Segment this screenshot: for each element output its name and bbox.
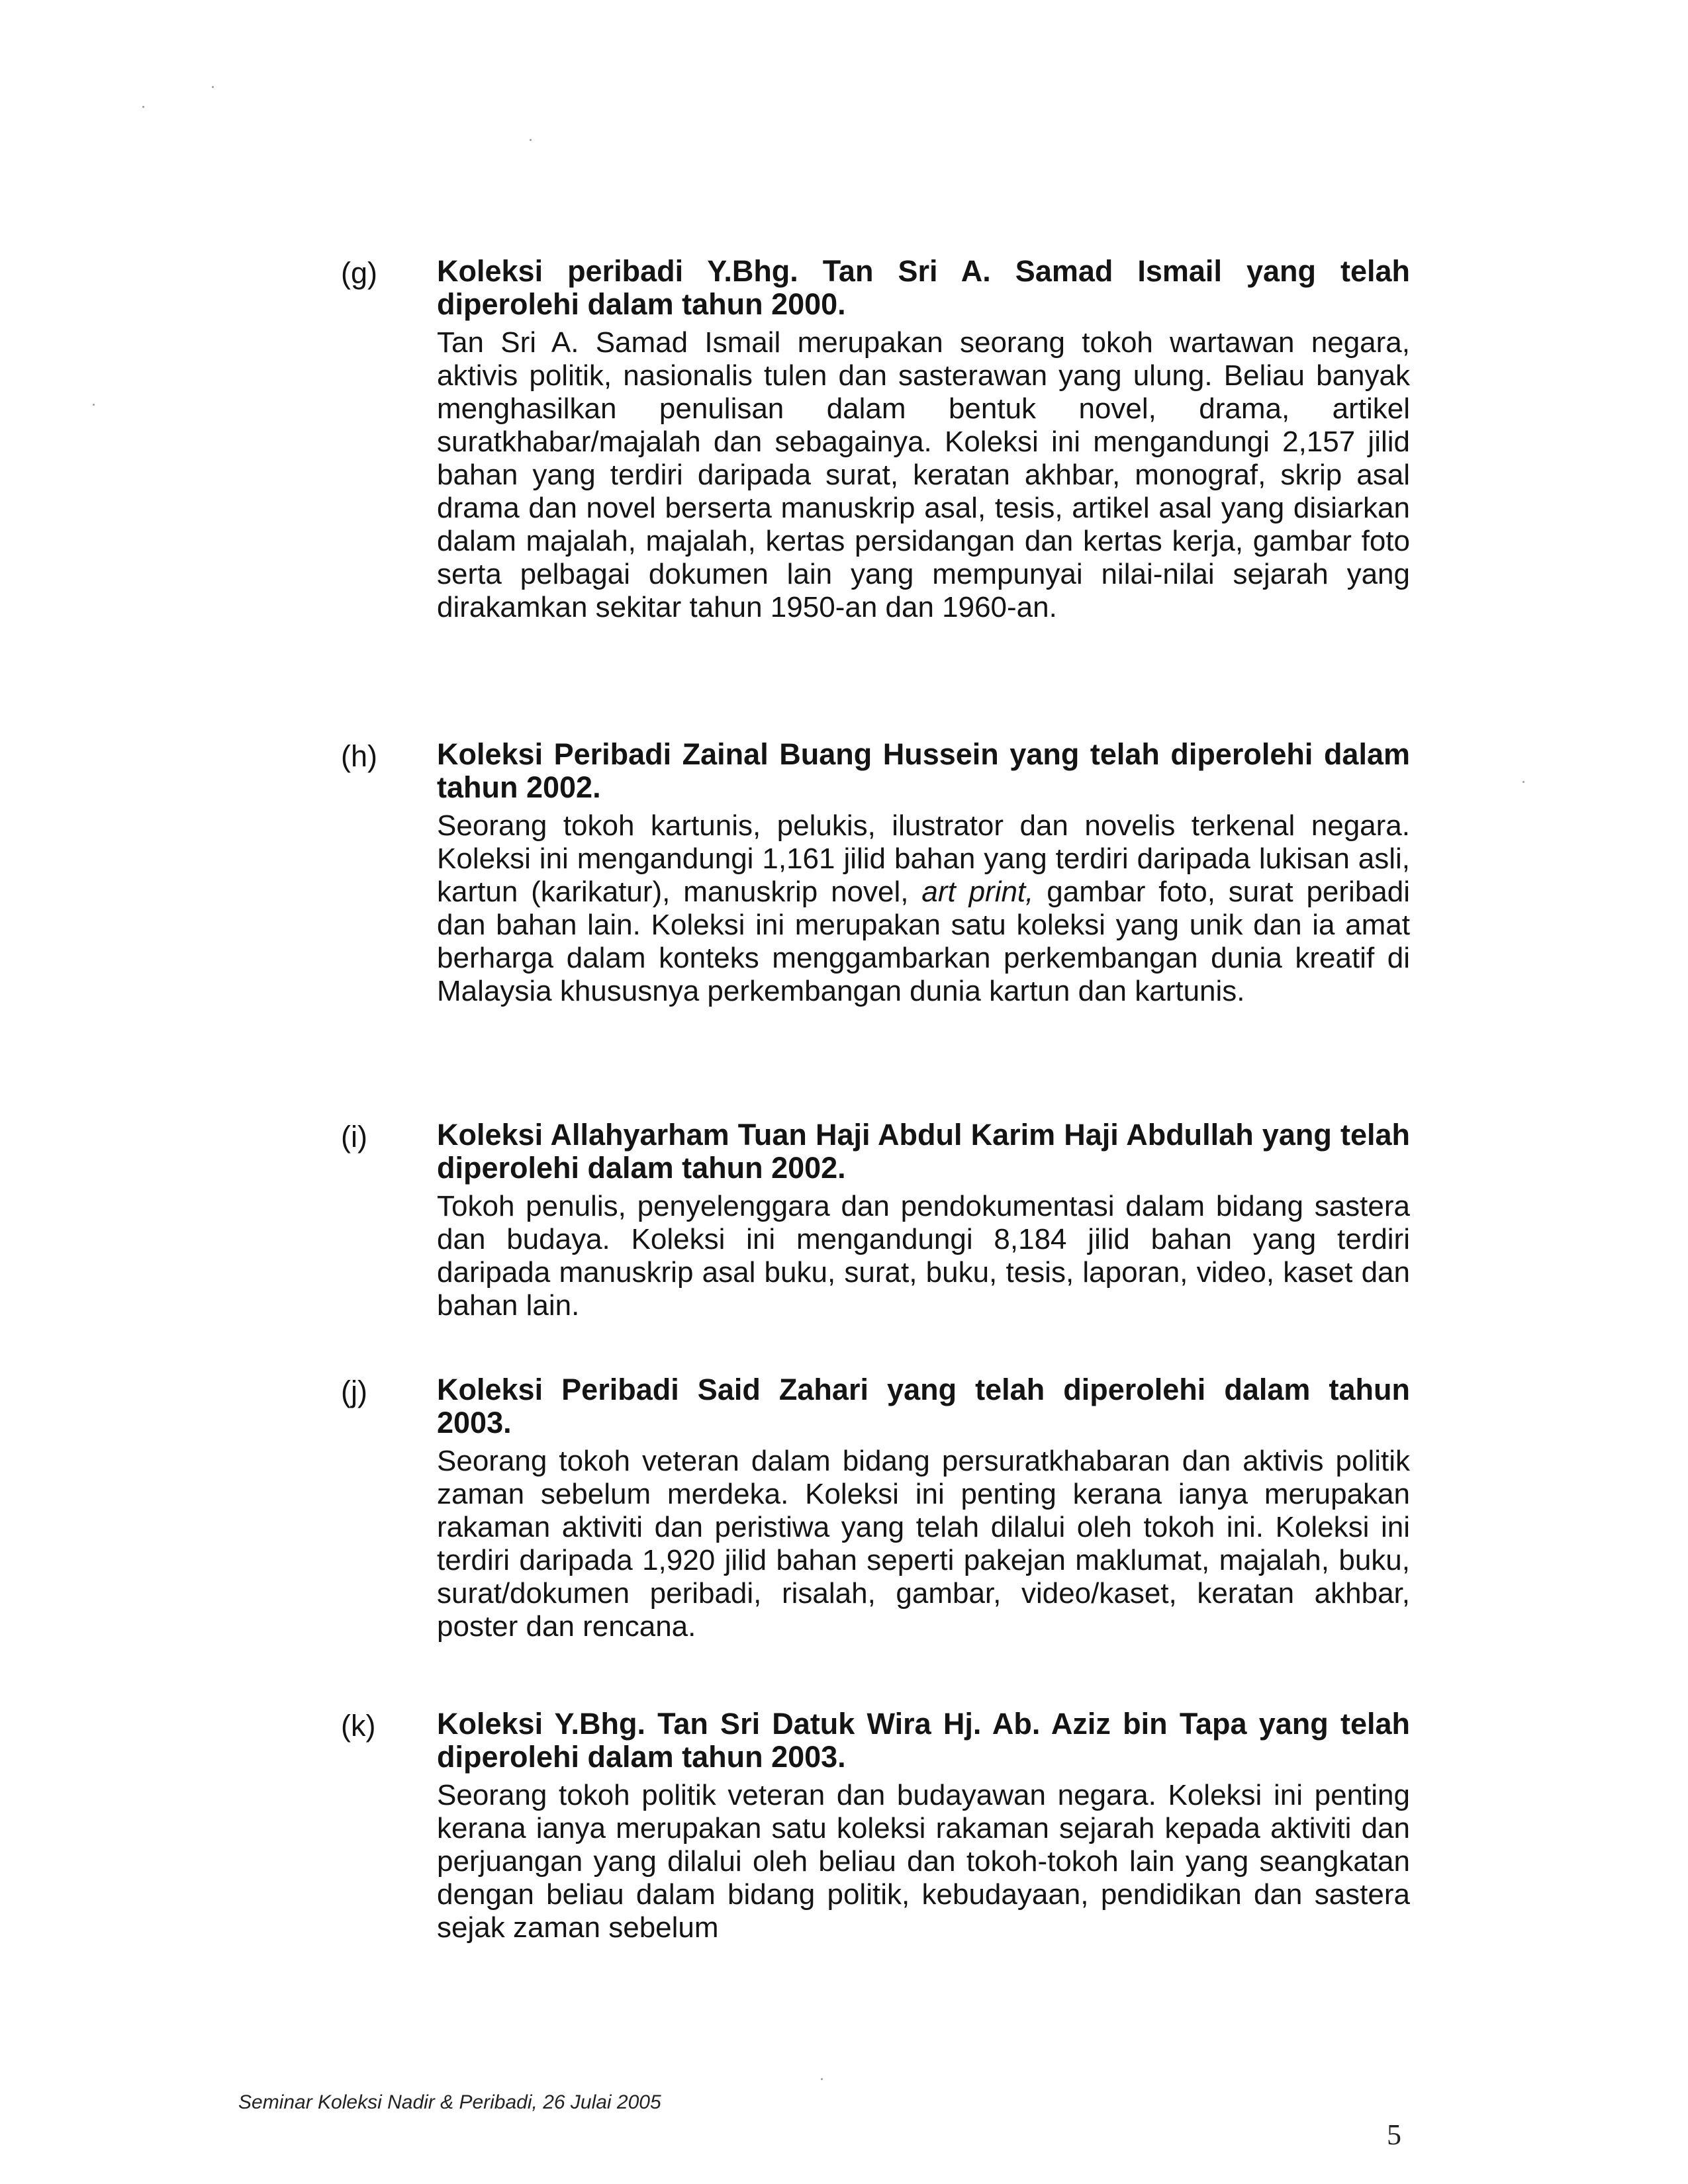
item-heading: Koleksi Peribadi Zainal Buang Hussein yang telah diperolehi dalam tahun 2002. xyxy=(437,737,1410,804)
scan-speck xyxy=(530,139,532,141)
page-number: 5 xyxy=(1387,2118,1401,2151)
footer-event: Seminar Koleksi Nadir & Peribadi, 26 Julai 2005 xyxy=(238,2091,661,2113)
item-content xyxy=(437,1118,1410,1322)
item-marker: (g) xyxy=(341,256,377,290)
item-marker: (i) xyxy=(341,1120,367,1154)
item-body xyxy=(437,809,1410,1008)
scan-speck xyxy=(142,106,144,108)
item-heading: Koleksi peribadi Y.Bhg. Tan Sri A. Samad Ismail yang telah diperolehi dalam tahun 2000. xyxy=(437,254,1410,321)
item-body-text: gambar foto, surat peribadi dan bahan lain. Koleksi ini merupakan satu koleksi yang unik dan ia amat berharga dalam konteks menggambarkan perkembangan dunia kreatif di Malaysia khususnya perkembangan dunia kartun dan kartunis. xyxy=(437,876,1411,1007)
item-heading: Koleksi Allahyarham Tuan Haji Abdul Karim Haji Abdullah yang telah diperolehi dalam tahun 2002. xyxy=(437,1118,1410,1185)
item-body-text: Seorang tokoh kartunis, pelukis, ilustrator dan novelis terkenal negara. Koleksi ini mengandungi 1,161 jilid bahan yang terdiri daripada lukisan asli, kartun (karikatur), manuskrip novel, xyxy=(437,809,1410,908)
item-heading: Koleksi Peribadi Said Zahari yang telah diperolehi dalam tahun 2003. xyxy=(437,1373,1410,1439)
item-marker: (j) xyxy=(341,1375,367,1408)
item-content xyxy=(437,1707,1410,1944)
item-content xyxy=(437,1373,1410,1643)
item-body: Seorang tokoh politik veteran dan budayawan negara. Koleksi ini penting kerana ianya merupakan satu koleksi rakaman sejarah kepada aktiviti dan perjuangan yang dilalui oleh beliau dan tokoh-tokoh lain yang seangkatan dengan beliau dalam bidang politik, kebudayaan, pendidikan dan sastera sejak zaman sebelum xyxy=(437,1779,1410,1944)
item-body: Tan Sri A. Samad Ismail merupakan seorang tokoh wartawan negara, aktivis politik, nasionalis tulen dan sasterawan yang ulung. Beliau banyak menghasilkan penulisan dalam bentuk novel, drama, artikel suratkhabar/majalah dan sebagainya. Koleksi ini mengandungi 2,157 jilid bahan yang terdiri daripada surat, keratan akhbar, monograf, skrip asal drama dan novel berserta manuskrip asal, tesis, artikel asal yang disiarkan dalam majalah, majalah, kertas persidangan dan kertas kerja, gambar foto serta pelbagai dokumen lain yang mempunyai nilai-nilai sejarah yang dirakamkan sekitar tahun 1950-an dan 1960-an. xyxy=(437,326,1410,623)
item-body: Seorang tokoh veteran dalam bidang persuratkhabaran dan aktivis politik zaman sebelum merdeka. Koleksi ini penting kerana ianya merupakan rakaman aktiviti dan peristiwa yang telah dilalui oleh tokoh ini. Koleksi ini terdiri daripada 1,920 jilid bahan seperti pakejan maklumat, majalah, buku, surat/dokumen peribadi, risalah, gambar, video/kaset, keratan akhbar, poster dan rencana. xyxy=(437,1445,1410,1643)
item-marker: (h) xyxy=(341,739,377,773)
scan-speck xyxy=(821,2078,823,2080)
item-content xyxy=(437,255,1410,624)
item-body-italic: art print, xyxy=(921,876,1034,908)
item-marker: (k) xyxy=(341,1709,376,1743)
item-body: Tokoh penulis, penyelenggara dan pendokumentasi dalam bidang sastera dan budaya. Koleksi ini mengandungi 8,184 jilid bahan yang terdiri daripada manuskrip asal buku, surat, buku, tesis, laporan, video, kaset dan bahan lain. xyxy=(437,1190,1410,1322)
item-heading: Koleksi Y.Bhg. Tan Sri Datuk Wira Hj. Ab. Aziz bin Tapa yang telah diperolehi dalam tahun 2003. xyxy=(437,1707,1410,1774)
scan-speck xyxy=(1523,781,1524,783)
scan-speck xyxy=(212,86,214,88)
item-content xyxy=(437,738,1410,1008)
scan-speck xyxy=(93,404,95,406)
